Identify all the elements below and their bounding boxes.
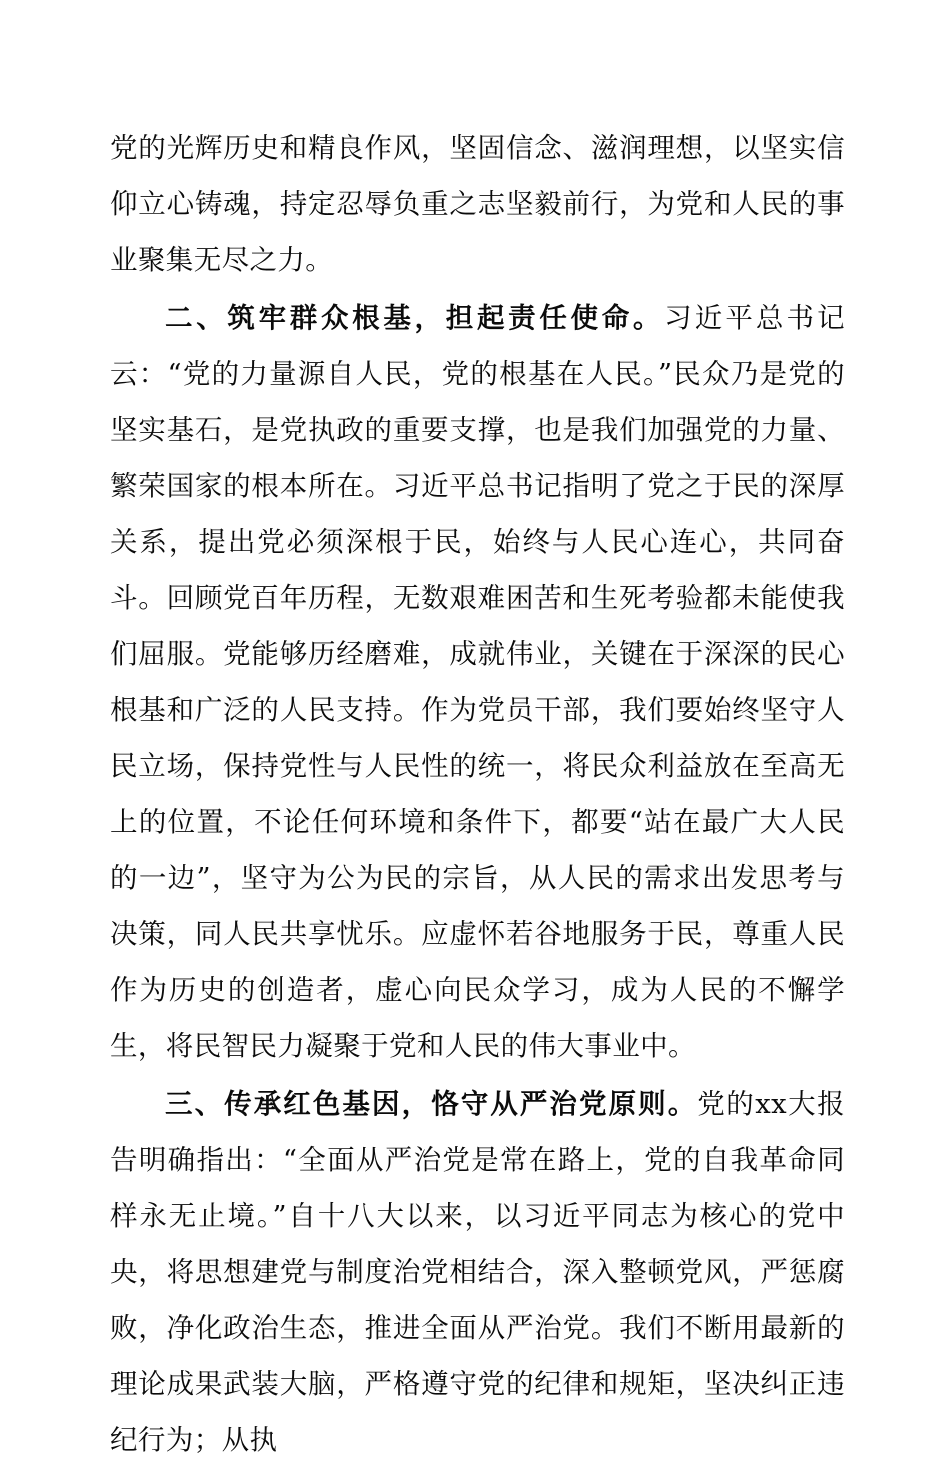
paragraph-3 bbox=[110, 1076, 845, 1468]
paragraph-2-text: 习近平总书记云：“党的力量源自人民，党的根基在人民。”民众乃是党的坚实基石，是党执政的重要支撑，也是我们加强党的力量、繁荣国家的根本所在。习近平总书记指明了党之于民的深厚关系，提出党必须深根于民，始终与人民心连心，共同奋斗。回顾党百年历程，无数艰难困苦和生死考验都未能使我们屈服。党能够历经磨难，成就伟业，关键在于深深的民心根基和广泛的人民支持。作为党员干部，我们要始终坚守人民立场，保持党性与人民性的统一，将民众利益放在至高无上的位置，不论任何环境和条件下，都要“站在最广大人民的一边”，坚守为公为民的宗旨，从人民的需求出发思考与决策，同人民共享忧乐。应虚怀若谷地服务于民，尊重人民作为历史的创造者，虚心向民众学习，成为人民的不懈学生，将民智民力凝聚于党和人民的伟大事业中。 bbox=[110, 302, 845, 1062]
paragraph-1-text: 党的光辉历史和精良作风，坚固信念、滋润理想，以坚实信仰立心铸魂，持定忍辱负重之志坚毅前行，为党和人民的事业聚集无尽之力。 bbox=[110, 132, 845, 276]
paragraph-3-text: 党的xx大报告明确指出：“全面从严治党是常在路上，党的自我革命同样永无止境。”自十八大以来，以习近平同志为核心的党中央，将思想建党与制度治党相结合，深入整顿党风，严惩腐败，净化政治生态，推进全面从严治党。我们不断用最新的理论成果武装大脑，严格遵守党的纪律和规矩，坚决纠正违纪行为；从执 bbox=[110, 1088, 846, 1456]
section-heading-three: 三、传承红色基因，恪守从严治党原则。 bbox=[165, 1088, 698, 1120]
paragraph-2 bbox=[110, 290, 845, 1074]
section-heading-two: 二、筑牢群众根基，担起责任使命。 bbox=[165, 302, 665, 334]
paragraph-1 bbox=[110, 120, 845, 288]
document-body bbox=[110, 120, 845, 1468]
